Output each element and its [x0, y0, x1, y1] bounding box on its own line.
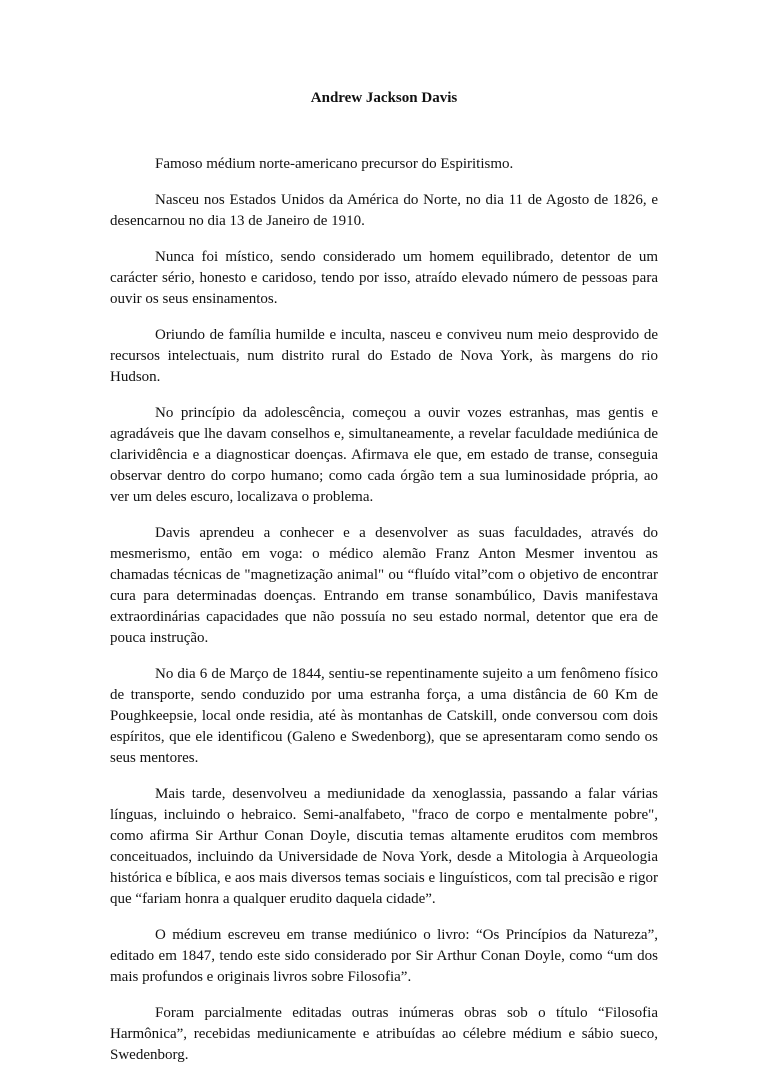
paragraph-mesmerism: Davis aprendeu a conhecer e a desenvolver as suas faculdades, através do mesmerismo, então em voga: o médico alemão Franz Anton Mesmer inventou as chamadas técnicas de "magnetização animal" ou “fluído vital”com o objetivo de encontrar cura para determinadas doenças. Entrando em transe sonambúlico, Davis manifestava extraordinárias capacidades que não possuía no seu estado normal, detentor que era de pouca instrução. [110, 525, 658, 646]
paragraph-xenoglossy: Mais tarde, desenvolveu a mediunidade da xenoglassia, passando a falar várias línguas, incluindo o hebraico. Semi-analfabeto, "fraco de corpo e mentalmente pobre", como afirma Sir Arthur Conan Doyle, discutia temas altamente eruditos com membros conceituados, incluindo da Universidade de Nova York, desde a Mitologia à Arqueologia histórica e bíblica, e aos mais diversos temas sociais e linguísticos, com tal precisão e rigor que “fariam honra a qualquer erudito daquela cidade”. [110, 786, 658, 907]
paragraph-book: O médium escreveu em transe mediúnico o livro: “Os Princípios da Natureza”, editado em 1847, tendo este sido considerado por Sir Arthur Conan Doyle, como “um dos mais profundos e originais livros sobre Filosofia”. [110, 927, 658, 985]
paragraph-works: Foram parcialmente editadas outras inúmeras obras sob o título “Filosofia Harmônica”, recebidas mediunicamente e atribuídas ao célebre médium e sábio sueco, Swedenborg. [110, 1005, 658, 1063]
paragraph-birth-death: Nasceu nos Estados Unidos da América do Norte, no dia 11 de Agosto de 1826, e desencarnou no dia 13 de Janeiro de 1910. [110, 192, 658, 229]
paragraph-adolescence: No princípio da adolescência, começou a ouvir vozes estranhas, mas gentis e agradáveis que lhe davam conselhos e, simultaneamente, a revelar faculdade mediúnica de clarividência e a diagnosticar doenças. Afirmava ele que, em estado de transe, conseguia observar dentro do corpo humano; como cada órgão tem a sua luminosidade própria, ao ver um deles escuro, localizava o problema. [110, 405, 658, 505]
paragraph-transport: No dia 6 de Março de 1844, sentiu-se repentinamente sujeito a um fenômeno físico de transporte, sendo conduzido por uma estranha força, a uma distância de 60 Km de Poughkeepsie, local onde residia, até às montanhas de Catskill, onde conversou com dois espíritos, que ele identificou (Galeno e Swedenborg), que se apresentaram como sendo os seus mentores. [110, 666, 658, 766]
paragraph-character: Nunca foi místico, sendo considerado um homem equilibrado, detentor de um carácter sério, honesto e caridoso, tendo por isso, atraído elevado número de pessoas para ouvir os seus ensinamentos. [110, 249, 658, 307]
paragraph-intro: Famoso médium norte-americano precursor do Espiritismo. [155, 156, 514, 172]
document-title: Andrew Jackson Davis [310, 90, 458, 106]
paragraph-origin: Oriundo de família humilde e inculta, nasceu e conviveu num meio desprovido de recursos intelectuais, num distrito rural do Estado de Nova York, às margens do rio Hudson. [110, 327, 658, 385]
